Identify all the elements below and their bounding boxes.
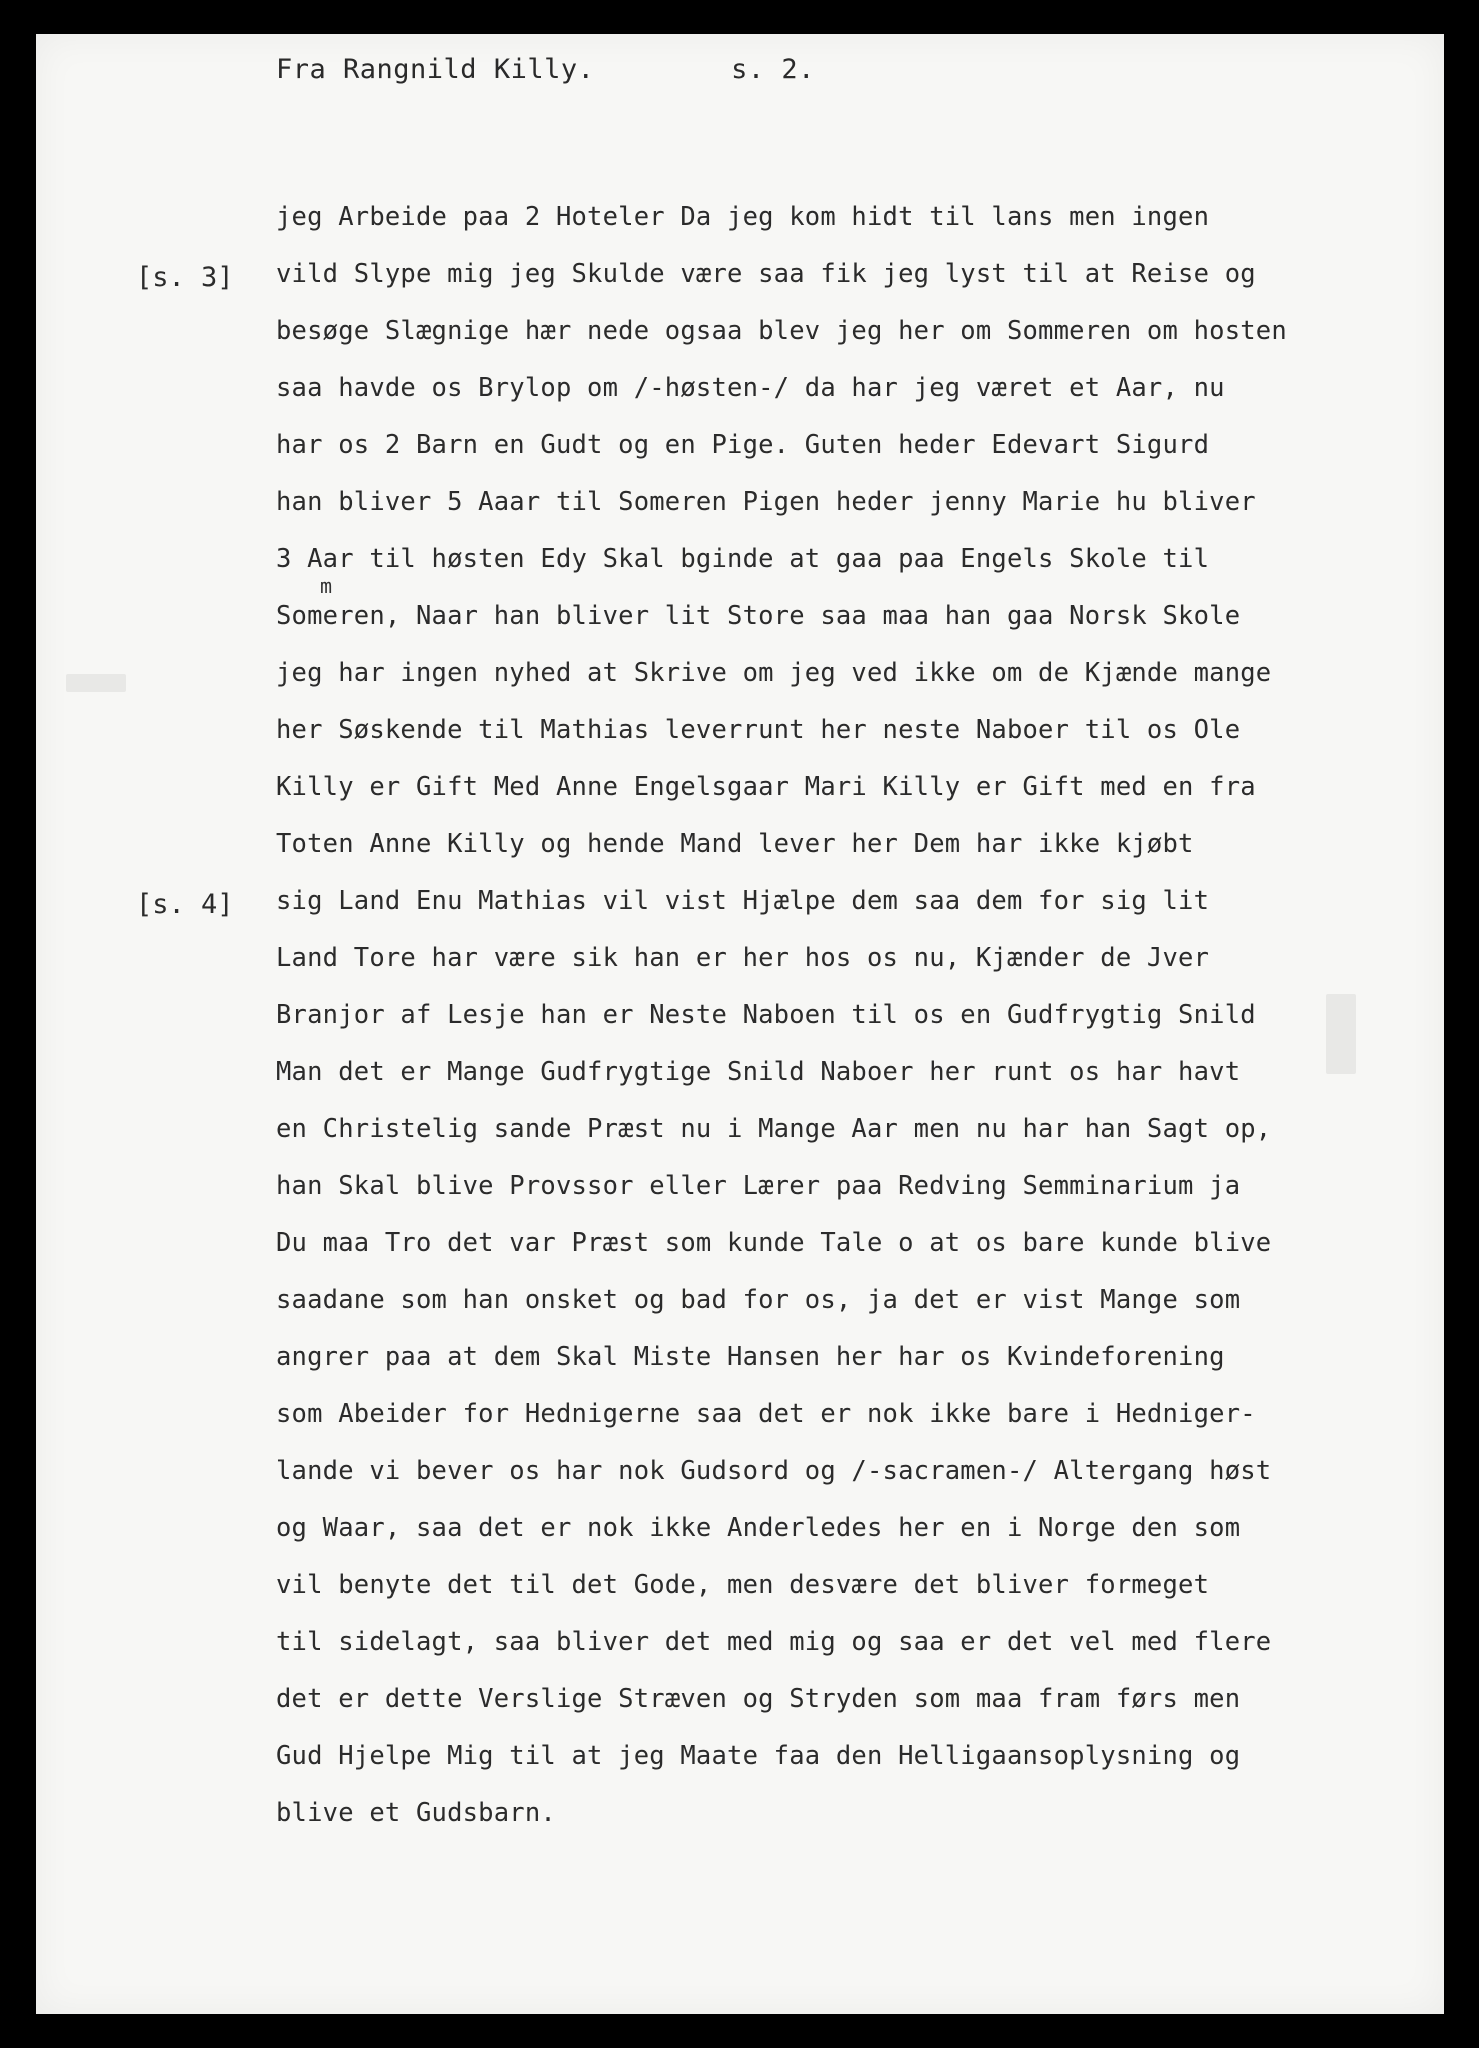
text-line: det er dette Verslige Stræven og Stryden som maa fram førs men xyxy=(276,1684,1241,1714)
text-line: en Christelig sande Præst nu i Mange Aar men nu har han Sagt op, xyxy=(276,1114,1272,1144)
text-line: Du maa Tro det var Præst som kunde Tale o at os bare kunde blive xyxy=(276,1228,1272,1258)
insertion-mark: m xyxy=(320,574,333,598)
text-line: og Waar, saa det er nok ikke Anderledes her en i Norge den som xyxy=(276,1513,1241,1543)
text-line: til sidelagt, saa bliver det med mig og saa er det vel med flere xyxy=(276,1627,1272,1657)
text-line: Toten Anne Killy og hende Mand lever her Dem har ikke kjøbt xyxy=(276,829,1194,859)
text-line: han bliver 5 Aaar til Someren Pigen heder jenny Marie hu bliver xyxy=(276,487,1256,517)
text-line: jeg har ingen nyhed at Skrive om jeg ved ikke om de Kjænde mange xyxy=(276,658,1272,688)
text-line: Killy er Gift Med Anne Engelsgaar Mari Killy er Gift med en fra xyxy=(276,772,1256,802)
margin-note-s3: [s. 3] xyxy=(136,262,234,293)
text-line: her Søskende til Mathias leverrunt her neste Naboer til os Ole xyxy=(276,715,1241,745)
text-line: vild Slype mig jeg Skulde være saa fik jeg lyst til at Reise og xyxy=(276,259,1256,289)
header-title: Fra Rangnild Killy. xyxy=(276,54,595,85)
text-line: sig Land Enu Mathias vil vist Hjælpe dem saa dem for sig lit xyxy=(276,886,1210,916)
header-page-number: s. 2. xyxy=(731,54,815,85)
text-line: vil benyte det til det Gode, men desvære det bliver formeget xyxy=(276,1570,1210,1600)
page-header xyxy=(276,54,815,85)
text-line: lande vi bever os har nok Gudsord og /-sacramen-/ Altergang høst xyxy=(276,1456,1272,1486)
text-line: Man det er Mange Gudfrygtige Snild Naboer her runt os har havt xyxy=(276,1057,1241,1087)
text-line: angrer paa at dem Skal Miste Hansen her har os Kvindeforening xyxy=(276,1342,1225,1372)
text-line: blive et Gudsbarn. xyxy=(276,1798,556,1828)
text-line: jeg Arbeide paa 2 Hoteler Da jeg kom hidt til lans men ingen xyxy=(276,202,1210,232)
text-line: besøge Slægnige hær nede ogsaa blev jeg her om Sommeren om hosten xyxy=(276,316,1287,346)
text-line: saadane som han onsket og bad for os, ja det er vist Mange som xyxy=(276,1285,1241,1315)
text-line: Someren, Naar han bliver lit Store saa maa han gaa Norsk Skole xyxy=(276,601,1241,631)
text-line: Land Tore har være sik han er her hos os nu, Kjænder de Jver xyxy=(276,943,1210,973)
margin-note-s4: [s. 4] xyxy=(136,889,234,920)
text-line: har os 2 Barn en Gudt og en Pige. Guten heder Edevart Sigurd xyxy=(276,430,1210,460)
text-line: saa havde os Brylop om /-høsten-/ da har jeg været et Aar, nu xyxy=(276,373,1225,403)
bleed-through-mark xyxy=(66,674,126,692)
document-page xyxy=(36,34,1444,2014)
text-line: 3 Aar til høsten Edy Skal bginde at gaa paa Engels Skole til xyxy=(276,544,1210,574)
body-text xyxy=(276,189,1426,1842)
text-line: han Skal blive Provssor eller Lærer paa Redving Semminarium ja xyxy=(276,1171,1241,1201)
text-line: som Abeider for Hednigerne saa det er nok ikke bare i Hedniger- xyxy=(276,1399,1256,1429)
text-line: Gud Hjelpe Mig til at jeg Maate faa den Helligaansoplysning og xyxy=(276,1741,1241,1771)
text-line: Branjor af Lesje han er Neste Naboen til os en Gudfrygtig Snild xyxy=(276,1000,1256,1030)
